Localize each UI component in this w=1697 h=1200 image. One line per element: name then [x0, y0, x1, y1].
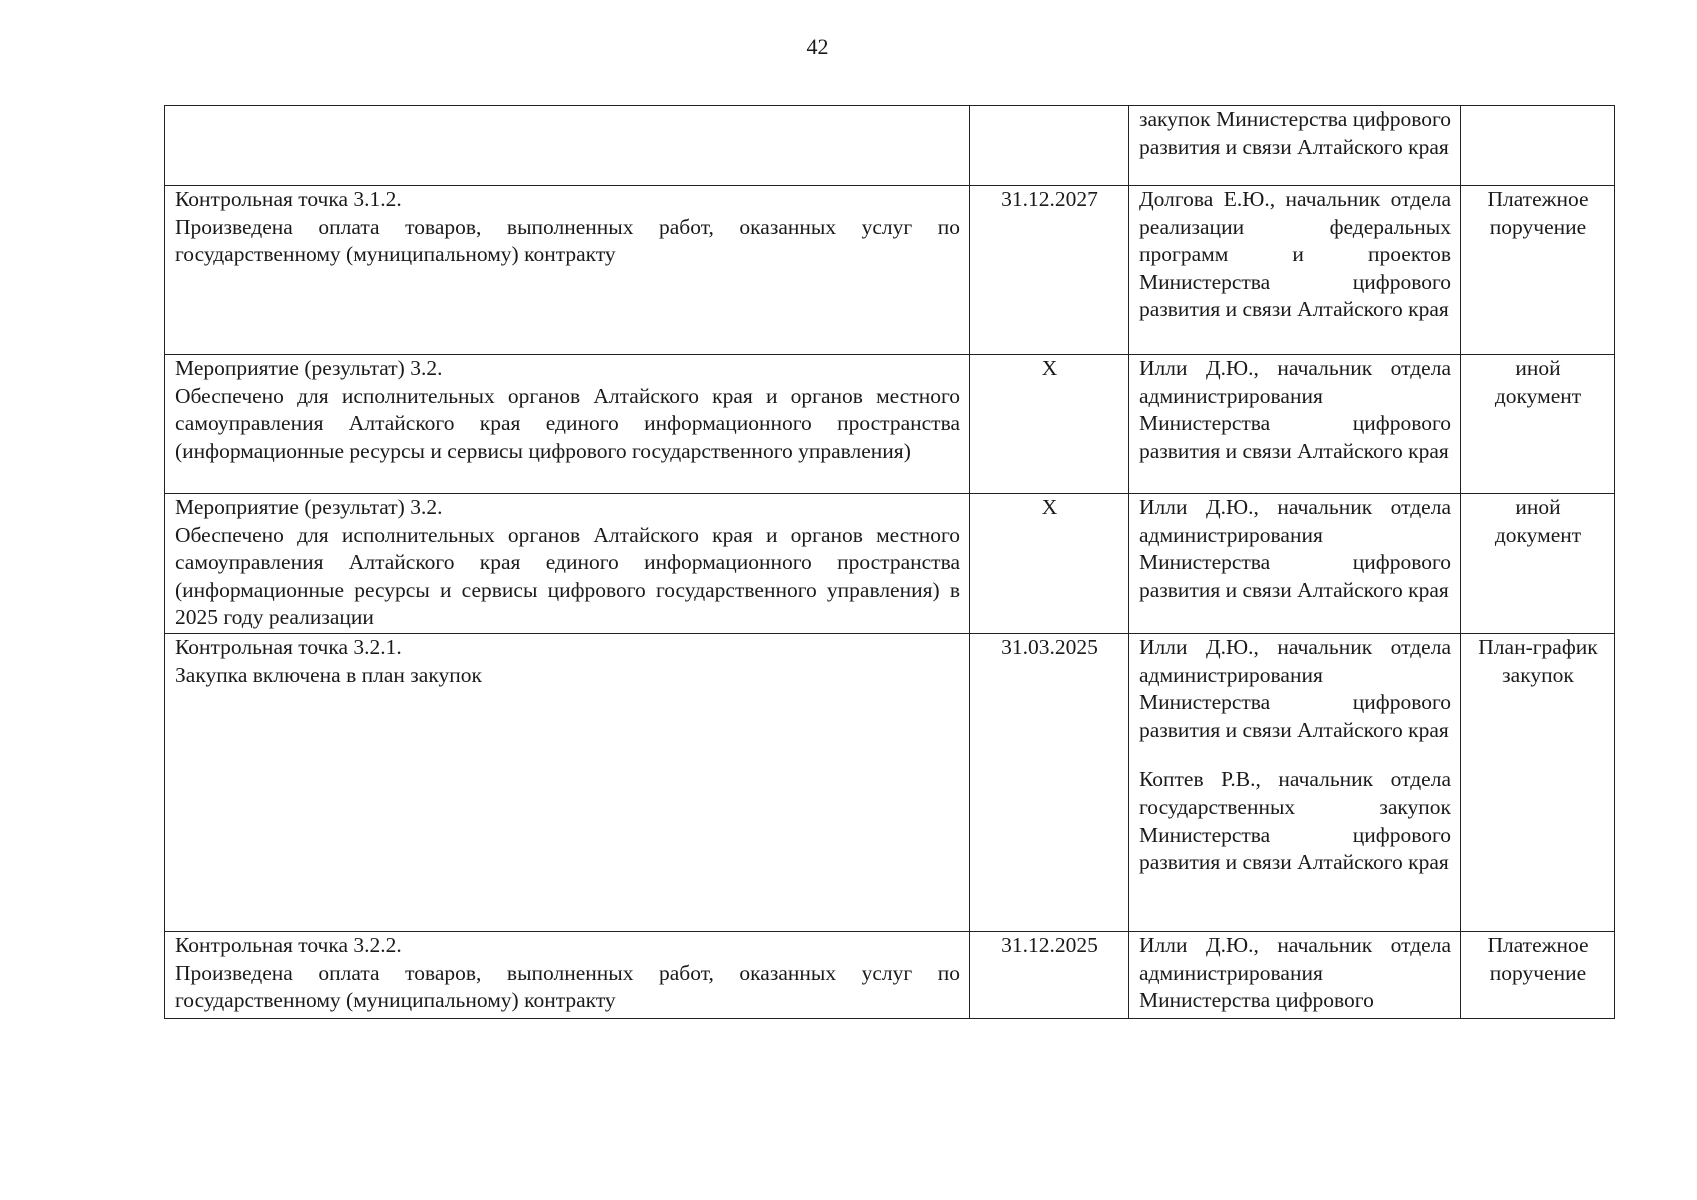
row-lead: Мероприятие (результат) 3.2. — [175, 356, 443, 380]
responsible-spacer — [1139, 744, 1451, 766]
responsible-person: закупок Министерства цифрового развития и связи Алтайского края — [1139, 107, 1451, 159]
responsible-person: Илли Д.Ю., начальник отдела администрирования Министерства цифрового развития и связи Алтайского края — [1139, 356, 1451, 463]
row-description: Обеспечено для исполнительных органов Алтайского края и органов местного самоуправления Алтайского края единого информационного пространства (информационные ресурсы и сервисы цифрового государственного управления) в 2025 году реализации — [175, 522, 960, 630]
responsible-person: Долгова Е.Ю., начальник отдела реализации федеральных программ и проектов Министерства цифрового развития и связи Алтайского края — [1139, 187, 1451, 322]
date-cell — [970, 106, 1129, 186]
document-cell — [1461, 106, 1615, 186]
row-description: Обеспечено для исполнительных органов Алтайского края и органов местного самоуправления Алтайского края единого информационного пространства (информационные ресурсы и сервисы цифрового государственного управления) — [175, 383, 960, 463]
row-description: Произведена оплата товаров, выполненных работ, оказанных услуг по государственному (муниципальному) контракту — [175, 960, 960, 1013]
description-cell — [165, 634, 970, 932]
document-cell: иной документ — [1461, 355, 1615, 494]
responsible-person: Коптев Р.В., начальник отдела государственных закупок Министерства цифрового развития и связи Алтайского края — [1139, 767, 1451, 875]
description-cell — [165, 494, 970, 634]
page-number: 42 — [806, 34, 829, 59]
description-cell — [165, 106, 970, 186]
row-lead: Контрольная точка 3.2.1. — [175, 635, 402, 659]
row-description: Произведена оплата товаров, выполненных работ, оказанных услуг по государственному (муниципальному) контракту — [175, 214, 960, 267]
table-row — [165, 634, 1615, 932]
responsible-cell — [1129, 634, 1461, 932]
responsible-person: Илли Д.Ю., начальник отдела администрирования Министерства цифрового развития и связи Алтайского края — [1139, 635, 1451, 742]
responsible-cell — [1129, 494, 1461, 634]
row-lead: Контрольная точка 3.2.2. — [175, 933, 402, 957]
date-cell: 31.03.2025 — [970, 634, 1129, 932]
table-row — [165, 355, 1615, 494]
document-cell: План-график закупок — [1461, 634, 1615, 932]
table-row — [165, 186, 1615, 355]
responsible-cell — [1129, 186, 1461, 355]
description-cell — [165, 932, 970, 1019]
row-description: Закупка включена в план закупок — [175, 662, 482, 687]
description-cell — [165, 186, 970, 355]
responsible-cell — [1129, 355, 1461, 494]
responsible-cell — [1129, 106, 1461, 186]
responsible-person: Илли Д.Ю., начальник отдела администрирования Министерства цифрового развития и связи Алтайского края — [1139, 495, 1451, 602]
table-row — [165, 106, 1615, 186]
row-lead: Контрольная точка 3.1.2. — [175, 187, 402, 211]
responsible-person: Илли Д.Ю., начальник отдела администрирования Министерства цифрового — [1139, 933, 1451, 1013]
document-cell: иной документ — [1461, 494, 1615, 634]
plan-table-body — [165, 106, 1615, 1019]
responsible-cell — [1129, 932, 1461, 1019]
table-row — [165, 932, 1615, 1019]
document-cell: Платежное поручение — [1461, 932, 1615, 1019]
table-row — [165, 494, 1615, 634]
row-lead: Мероприятие (результат) 3.2. — [175, 495, 443, 519]
date-cell: 31.12.2025 — [970, 932, 1129, 1019]
document-cell: Платежное поручение — [1461, 186, 1615, 355]
date-cell: 31.12.2027 — [970, 186, 1129, 355]
plan-table — [164, 105, 1615, 1019]
date-cell: X — [970, 355, 1129, 494]
description-cell — [165, 355, 970, 494]
date-cell: X — [970, 494, 1129, 634]
